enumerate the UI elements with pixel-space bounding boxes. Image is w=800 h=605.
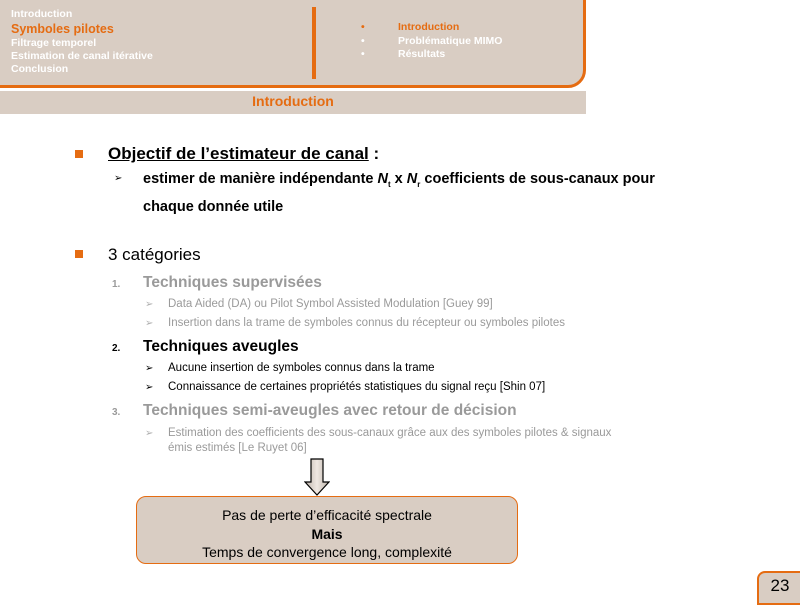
objective-text-part: estimer de manière indépendante: [143, 171, 378, 187]
bullet-icon: •: [361, 21, 365, 33]
header-divider: [312, 7, 316, 79]
summary-box: [136, 496, 518, 564]
variable-nr: N: [406, 171, 418, 187]
outline-item-filtrage-temporel[interactable]: Filtrage temporel: [11, 37, 97, 49]
category-title-blind: Techniques aveugles: [143, 338, 299, 355]
objective-text-part: coefficients de sous-canaux pour: [420, 171, 655, 187]
objective-text-line2: chaque donnée utile: [143, 198, 284, 215]
outline-item-estimation-iterative[interactable]: Estimation de canal itérative: [11, 50, 153, 62]
list-item: [168, 426, 728, 456]
outline-list: [11, 8, 153, 76]
subsection-label: Résultats: [398, 48, 446, 60]
category-number: 1.: [112, 279, 121, 290]
summary-line2: Mais: [311, 525, 343, 542]
arrow-bullet-icon: ➢: [145, 428, 154, 439]
orange-square-bullet-icon: [75, 250, 83, 258]
objective-text: [143, 168, 723, 218]
orange-square-bullet-icon: [75, 150, 83, 158]
category-number: 3.: [112, 407, 121, 418]
subsection-label: Problématique MIMO: [398, 34, 503, 47]
arrow-bullet-icon: ➢: [145, 363, 154, 374]
list-item-line: émis estimés [Le Ruyet 06]: [168, 442, 307, 454]
list-item: Insertion dans la trame de symboles connus du récepteur ou symboles pilotes: [168, 317, 565, 329]
header-nav: [0, 0, 586, 88]
outline-item-symboles-pilotes[interactable]: Symboles pilotes: [11, 22, 114, 36]
arrow-bullet-icon: ➢: [145, 299, 154, 310]
list-item: Connaissance de certaines propriétés statistiques du signal reçu [Shin 07]: [168, 381, 546, 393]
categories-heading: 3 catégories: [108, 245, 201, 264]
bullet-icon: •: [361, 34, 365, 47]
variable-nt: N: [377, 171, 388, 187]
arrow-bullet-icon: ➢: [114, 173, 123, 184]
outline-item-conclusion[interactable]: Conclusion: [11, 63, 69, 75]
list-item-line: Estimation des coefficients des sous-canaux grâce aux des symboles pilotes & signaux: [168, 427, 612, 439]
category-number: 2.: [112, 343, 121, 354]
subscript-r: r: [417, 179, 421, 189]
page-number: 23: [770, 576, 790, 595]
summary-line3: Temps de convergence long, complexité: [202, 544, 452, 560]
objective-heading: Objectif de l’estimateur de canal: [108, 144, 369, 163]
category-title-supervised: Techniques supervisées: [143, 274, 322, 291]
arrow-bullet-icon: ➢: [145, 382, 154, 393]
list-item: Data Aided (DA) ou Pilot Symbol Assisted Modulation [Guey 99]: [168, 298, 493, 310]
list-item: Aucune insertion de symboles connus dans la trame: [168, 362, 435, 374]
times-sign: x: [390, 171, 407, 187]
category-title-semi-blind: Techniques semi-aveugles avec retour de décision: [143, 402, 517, 419]
bullet-icon: •: [361, 48, 365, 60]
subsection-item-resultats[interactable]: [361, 48, 502, 62]
subsection-item-introduction[interactable]: [361, 21, 502, 35]
summary-line1: Pas de perte d’efficacité spectrale: [222, 507, 432, 523]
subsection-list: [361, 21, 502, 62]
subsection-label: Introduction: [398, 21, 460, 33]
title-band: [0, 91, 586, 114]
objective-heading-line: [108, 144, 379, 164]
outline-item-introduction[interactable]: Introduction: [11, 8, 73, 20]
subsection-item-problematique-mimo[interactable]: [361, 35, 502, 49]
down-arrow-icon: [304, 458, 330, 496]
objective-colon: :: [368, 144, 380, 163]
slide-title: Introduction: [252, 93, 334, 109]
subscript-t: t: [387, 179, 391, 189]
arrow-bullet-icon: ➢: [145, 318, 154, 329]
